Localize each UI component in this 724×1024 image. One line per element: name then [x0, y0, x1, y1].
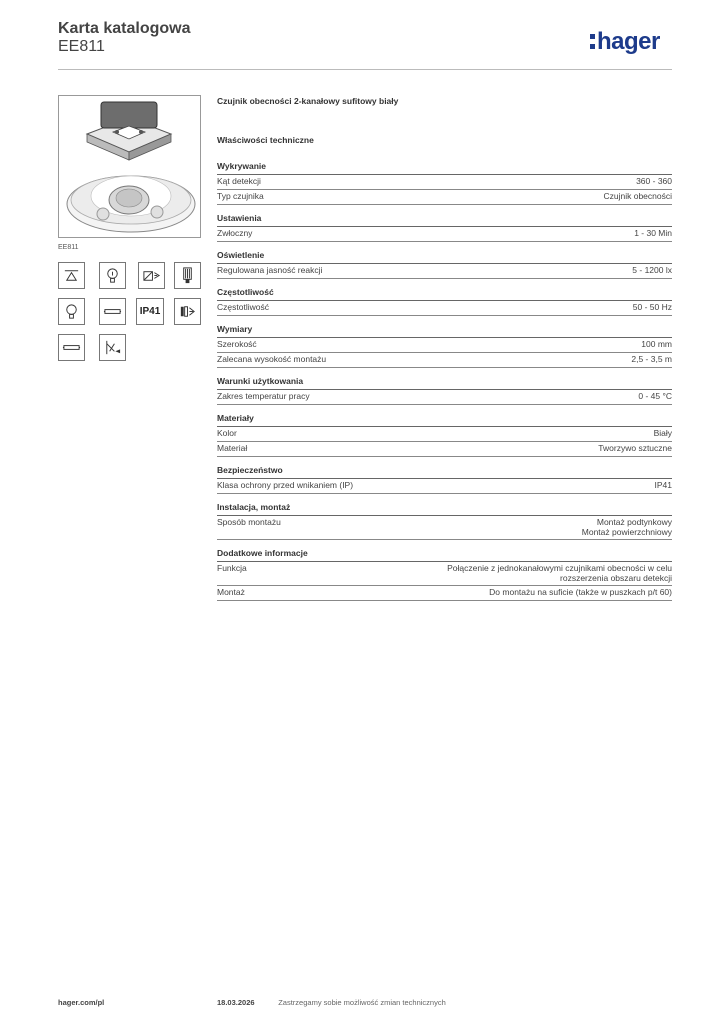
logo-text: hager [597, 28, 660, 55]
spec-label: Kąt detekcji [217, 176, 261, 186]
spec-row [217, 442, 672, 457]
spec-value: Do montażu na suficie (także w puszkach p/t 60) [489, 587, 672, 597]
bulb-outline-icon [58, 298, 85, 325]
motion-sensor-icon [138, 262, 165, 289]
product-photo [58, 95, 201, 238]
spec-section [217, 161, 672, 205]
document-title: Karta katalogowa [58, 20, 191, 37]
spec-section [217, 213, 672, 242]
spec-section-title: Wymiary [217, 324, 672, 338]
spec-label: Zalecana wysokość montażu [217, 354, 327, 364]
spec-label: Materiał [217, 443, 248, 453]
spec-value: Czujnik obecności [603, 191, 672, 201]
product-title: Czujnik obecności 2-kanałowy sufitowy biały [217, 96, 399, 106]
spec-value: 360 - 360 [636, 176, 672, 186]
photo-caption: EE811 [58, 244, 79, 251]
spec-section-title: Instalacja, montaż [217, 502, 672, 516]
spec-row [217, 479, 672, 494]
spec-value: 2,5 - 3,5 m [631, 354, 672, 364]
long-tube-icon [58, 334, 85, 361]
spec-row [217, 427, 672, 442]
spec-row [217, 338, 672, 353]
spec-label: Klasa ochrony przed wnikaniem (IP) [217, 480, 354, 490]
spec-sections [217, 161, 672, 601]
spec-row [217, 562, 672, 586]
spec-label: Częstotliwość [217, 302, 269, 312]
spec-row [217, 227, 672, 242]
spec-section-title: Materiały [217, 413, 672, 427]
spec-value: Biały [653, 428, 672, 438]
spec-section [217, 376, 672, 405]
footer-disclaimer: Zastrzegamy sobie możliwość zmian technicznych [278, 998, 446, 1007]
sensor-illustration [59, 96, 200, 237]
spec-row [217, 190, 672, 205]
bulb-icon [99, 262, 126, 289]
spec-label: Szerokość [217, 339, 257, 349]
spec-row [217, 301, 672, 316]
spec-row [217, 264, 672, 279]
spec-label: Kolor [217, 428, 237, 438]
spec-value: 5 - 1200 lx [632, 265, 672, 275]
spec-value: Montaż podtynkowy Montaż powierzchniowy [581, 517, 672, 537]
spec-label: Zakres temperatur pracy [217, 391, 310, 401]
relay-output-icon [99, 334, 126, 361]
spec-section [217, 250, 672, 279]
tube-lamp-icon [99, 298, 126, 325]
spec-section-title: Oświetlenie [217, 250, 672, 264]
spec-section [217, 465, 672, 494]
header-divider [58, 69, 672, 70]
spec-label: Sposób montażu [217, 517, 281, 527]
spec-section-title: Warunki użytkowania [217, 376, 672, 390]
hager-logo [590, 28, 660, 56]
spec-section-title: Dodatkowe informacje [217, 548, 672, 562]
spec-value: 100 mm [641, 339, 672, 349]
spec-section [217, 287, 672, 316]
spec-row [217, 586, 672, 601]
logo-colon-mark [590, 34, 595, 50]
sensor-detection-icon [174, 298, 201, 325]
spec-section [217, 502, 672, 540]
spec-value: Połączenie z jednokanałowymi czujnikami obecności w celu rozszerzenia obszaru detekcji [447, 563, 672, 583]
ip-rating-label: IP41 [139, 306, 161, 317]
specifications-panel [217, 96, 672, 609]
spec-section-title: Ustawienia [217, 213, 672, 227]
spec-row [217, 353, 672, 368]
spec-section-title: Częstotliwość [217, 287, 672, 301]
spec-row [217, 516, 672, 540]
ip41-badge [136, 298, 164, 325]
spec-section [217, 413, 672, 457]
spec-label: Funkcja [217, 563, 247, 573]
spec-section-title: Bezpieczeństwo [217, 465, 672, 479]
spec-label: Zwłoczny [217, 228, 253, 238]
spec-label: Regulowana jasność reakcji [217, 265, 323, 275]
spec-section-title: Wykrywanie [217, 161, 672, 175]
spec-section [217, 324, 672, 368]
spec-row [217, 390, 672, 405]
spec-value: Tworzywo sztuczne [598, 443, 672, 453]
spec-value: IP41 [654, 480, 672, 490]
technical-properties-heading: Właściwości techniczne [217, 135, 314, 145]
spec-label: Montaż [217, 587, 245, 597]
footer-website: hager.com/pl [58, 998, 105, 1007]
spec-label: Typ czujnika [217, 191, 264, 201]
spec-value: 50 - 50 Hz [632, 302, 672, 312]
spec-value: 0 - 45 °C [638, 391, 672, 401]
footer-date: 18.03.2026 [217, 998, 255, 1007]
spec-value: 1 - 30 Min [634, 228, 672, 238]
product-code: EE811 [58, 38, 105, 55]
spec-section [217, 548, 672, 601]
spec-row [217, 175, 672, 190]
ceiling-mount-icon [58, 262, 85, 289]
fluorescent-lamp-icon [174, 262, 201, 289]
